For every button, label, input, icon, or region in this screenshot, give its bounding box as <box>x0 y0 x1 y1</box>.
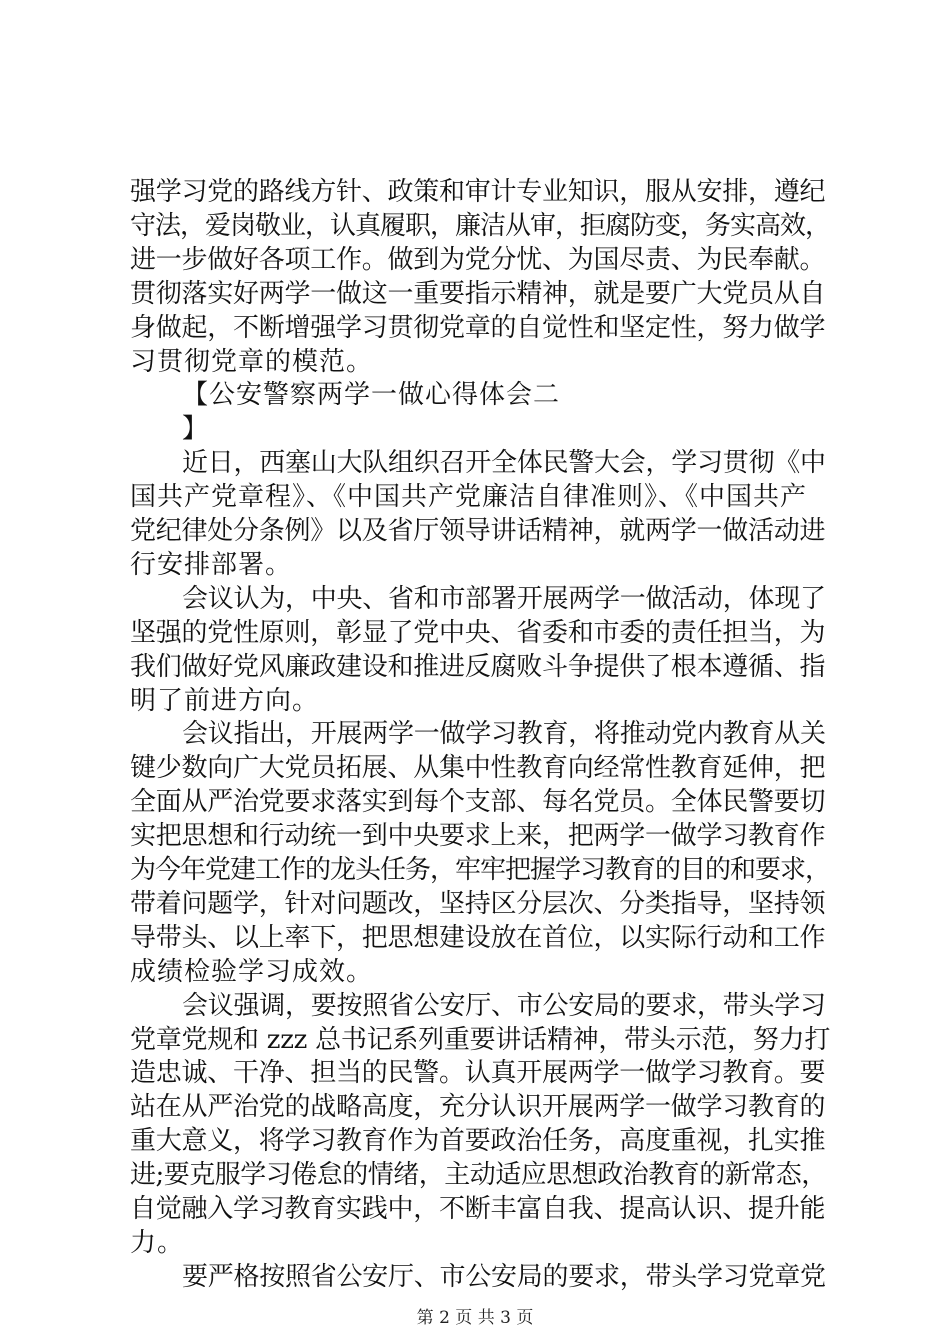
text-line: 近日，西塞山大队组织召开全体民警大会，学习贯彻《中 <box>182 448 826 479</box>
text-line: 要严格按照省公安厅、市公安局的要求，带头学习党章党 <box>182 1261 826 1292</box>
text-line: 会议指出，开展两学一做学习教育，将推动党内教育从关 <box>182 719 826 750</box>
text-line: 力。 <box>130 1227 185 1258</box>
text-line: 会议认为，中央、省和市部署开展两学一做活动，体现了 <box>182 583 826 614</box>
section-heading: 【公安警察两学一做心得体会二 <box>182 380 561 411</box>
page-number-footer: 第 2 页 共 3 页 <box>416 1308 534 1328</box>
section-heading-bracket: 】 <box>182 414 210 445</box>
text-line: 带着问题学，针对问题改，坚持区分层次、分类指导，坚持领 <box>130 888 826 919</box>
text-line: 进;要克服学习倦怠的情绪，主动适应思想政治教育的新常态， <box>130 1160 827 1191</box>
text-line: 明了前进方向。 <box>130 685 320 716</box>
text-line: 党章党规和 zzz 总书记系列重要讲话精神，带头示范，努力打 <box>130 1024 831 1055</box>
text-line: 实把思想和行动统一到中央要求上来，把两学一做学习教育作 <box>130 821 826 852</box>
text-line: 强学习党的路线方针、政策和审计专业知识，服从安排，遵纪 <box>130 177 826 207</box>
text-line: 党纪律处分条例》以及省厅领导讲话精神，就两学一做活动进 <box>130 516 826 546</box>
text-line: 进一步做好各项工作。做到为党分忧、为国尽责、为民奉献。 <box>130 244 826 275</box>
text-line: 贯彻落实好两学一做这一重要指示精神，就是要广大党员从自 <box>130 278 826 309</box>
text-line: 国共产党章程》、《中国共产党廉洁自律准则》、《中国共产 <box>130 482 808 513</box>
text-line: 自觉融入学习教育实践中，不断丰富自我、提高认识、提升能 <box>130 1194 826 1224</box>
text-line: 坚强的党性原则，彰显了党中央、省委和市委的责任担当，为 <box>130 617 826 648</box>
text-line: 造忠诚、干净、担当的民警。认真开展两学一做学习教育。要 <box>130 1058 826 1089</box>
text-line: 站在从严治党的战略高度，充分认识开展两学一做学习教育的 <box>130 1092 826 1123</box>
text-line: 习贯彻党章的模范。 <box>130 346 374 377</box>
text-line: 全面从严治党要求落实到每个支部、每名党员。全体民警要切 <box>130 787 826 818</box>
text-line: 键少数向广大党员拓展、从集中性教育向经常性教育延伸，把 <box>130 753 826 784</box>
text-line: 我们做好党风廉政建设和推进反腐败斗争提供了根本遵循、指 <box>130 651 826 682</box>
text-line: 为今年党建工作的龙头任务，牢牢把握学习教育的目的和要求， <box>130 855 831 885</box>
text-line: 身做起，不断增强学习贯彻党章的自觉性和坚定性，努力做学 <box>130 312 826 343</box>
text-line: 守法，爱岗敬业，认真履职，廉洁从审，拒腐防变，务实高效， <box>130 210 831 241</box>
text-line: 重大意义，将学习教育作为首要政治任务，高度重视，扎实推 <box>130 1126 826 1157</box>
text-line: 行安排部署。 <box>130 549 293 580</box>
text-line: 会议强调，要按照省公安厅、市公安局的要求，带头学习 <box>182 990 826 1021</box>
text-line: 成绩检验学习成效。 <box>130 956 374 987</box>
text-line: 导带头、以上率下，把思想建设放在首位，以实际行动和工作 <box>130 922 826 953</box>
